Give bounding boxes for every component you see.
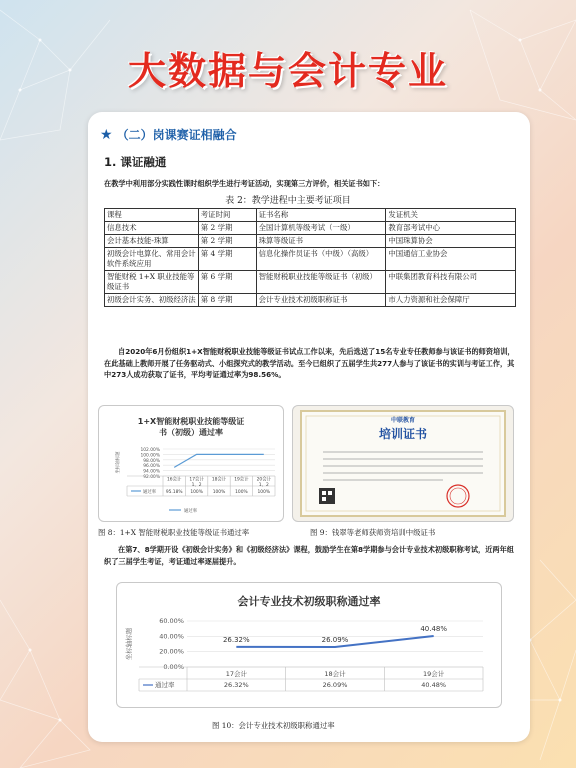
x-category-label: 19会计 (423, 670, 445, 678)
x-category-label: 20会计 (256, 477, 271, 483)
x-category-label: 1、2 (258, 482, 269, 488)
y-tick-label: 0.00% (163, 663, 184, 671)
table-cell: 初级会计实务、初级经济法 (105, 294, 199, 307)
chart-title: 1+X智能财税职业技能等级证 (137, 417, 245, 426)
table-cell: 中联集团教育科技有限公司 (386, 271, 516, 294)
table-cell: 智能财税 1+X 职业技能等级证书 (105, 271, 199, 294)
y-tick-label: 98.00% (143, 458, 160, 464)
chart-title: 会计专业技术初级职称通过率 (237, 595, 381, 608)
certificate-table (104, 208, 516, 307)
table-value: 40.48% (421, 681, 447, 690)
intro-text: 在教学中利用部分实践性课时组织学生进行考证活动，实现第三方评价，相关证书如下： (104, 179, 385, 188)
table-header-cell: 证书名称 (256, 209, 386, 222)
y-tick-label: 102.00% (140, 448, 160, 453)
y-tick-label: 60.00% (159, 617, 184, 625)
x-category-label: 18会计 (324, 670, 346, 678)
figure9-certificate (292, 405, 514, 522)
table-cell: 信息技术 (105, 222, 199, 235)
x-category-label: 18会计 (211, 477, 227, 483)
table-row (105, 294, 516, 307)
y-tick-label: 94.00% (143, 469, 160, 475)
legend-label: 通过率 (184, 509, 198, 514)
table-cell: 第 2 学期 (198, 222, 256, 235)
subsection-heading: 1. 课证融通 (104, 155, 167, 169)
figure10-chart-box (116, 582, 502, 708)
table-row (105, 222, 516, 235)
qr-code (319, 488, 335, 504)
table-row (105, 248, 516, 271)
table-cell: 全国计算机等级考试（一级） (256, 222, 386, 235)
table-value: 26.32% (223, 681, 249, 690)
table-cell: 会计专业技术初级职称证书 (256, 294, 386, 307)
y-tick-label: 92.00% (143, 475, 160, 480)
section-heading (100, 126, 237, 143)
figure8-caption: 图 8：1+X 智能财税职业技能等级证书通过率 (98, 528, 250, 537)
legend-label: 通过率 (143, 489, 157, 495)
table-caption: 表 2：教学进程中主要考证项目 (225, 196, 351, 206)
y-axis-label: 坐标轴标题 (125, 627, 133, 661)
table-row (105, 235, 516, 248)
table-cell: 教育部考试中心 (386, 222, 516, 235)
table-value: 100% (235, 489, 248, 495)
certificate-brand: 中联教育 (390, 417, 416, 424)
table-cell: 第 4 学期 (198, 248, 256, 271)
figure10-chart (117, 583, 501, 707)
table-cell: 信息化操作员证书（中级）（高级） (256, 248, 386, 271)
figure8-chart (99, 406, 283, 521)
table-cell: 第 8 学期 (198, 294, 256, 307)
figure8-chart-box (98, 405, 284, 522)
x-category-label: 17会计 (189, 477, 204, 483)
table-cell: 会计基本技能-珠算 (105, 235, 199, 248)
legend-label: 通过率 (155, 681, 175, 690)
y-tick-label: 96.00% (143, 464, 160, 470)
x-category-label: 16会计 (167, 477, 182, 483)
certificate-title: 培训证书 (378, 427, 428, 441)
table-value: 26.09% (322, 681, 348, 690)
paragraph-2: 在第7、8学期开设《初级会计实务》和《初级经济法》课程，鼓励学生在第8学期参与会计专业技术初级职称考试，近两年组织了三届学生考证，考证通过率逐届提升。 (104, 545, 514, 566)
data-label: 40.48% (420, 624, 448, 633)
table-cell: 初级会计电算化、常用会计软件系统应用 (105, 248, 199, 271)
chart-title: 书（初级）通过率 (159, 428, 223, 437)
x-category-label: 17会计 (225, 670, 247, 678)
table-header-cell: 发证机关 (386, 209, 516, 222)
y-tick-label: 100.00% (140, 453, 160, 459)
paragraph-1: 自2020年6月份组织1+X智能财税职业技能等级证书试点工作以来，先后选送了15名专业专任教师参与该证书的师资培训，在此基础上教师开展了任务驱动式、小组探究式的教学活动。至今已组织了五届学生共277人参与了该证书的实训与考证工作，其中273人成功获取了证书，平均考证通过率为98.56%。 (104, 347, 515, 379)
table-cell: 市人力资源和社会保障厅 (386, 294, 516, 307)
table-header-cell: 课程 (105, 209, 199, 222)
table-value: 100% (190, 489, 203, 495)
x-category-label: 1、2 (191, 482, 202, 488)
table-cell: 第 6 学期 (198, 271, 256, 294)
table-cell: 第 2 学期 (198, 235, 256, 248)
table-row (105, 271, 516, 294)
y-tick-label: 40.00% (159, 632, 184, 641)
y-axis-label: 坐标轴标题 (116, 451, 121, 474)
table-cell: 智能财税职业技能等级证书（初级） (256, 271, 386, 294)
table-value: 95.18% (165, 489, 183, 495)
figure10-caption: 图 10：会计专业技术初级职称通过率 (212, 721, 335, 730)
table-header-row (105, 209, 516, 222)
data-label: 26.32% (222, 635, 250, 644)
x-category-label: 19会计 (234, 477, 249, 483)
figure9-caption: 图 9：钱翠等老师获师资培训中级证书 (310, 528, 436, 537)
section-heading-text: （二）岗课赛证相融合 (116, 128, 237, 142)
data-label: 26.09% (321, 635, 349, 644)
table-header-cell: 考证时间 (198, 209, 256, 222)
table-value: 100% (257, 489, 271, 495)
table-cell: 珠算等级证书 (256, 235, 386, 248)
table-value: 100% (212, 489, 226, 495)
page-title: 大数据与会计专业 (127, 49, 448, 93)
table-cell: 中国通信工业协会 (386, 248, 516, 271)
certificate-image (293, 406, 513, 521)
y-tick-label: 20.00% (159, 647, 184, 656)
table-cell: 中国珠算协会 (386, 235, 516, 248)
star-icon: ★ (100, 127, 113, 143)
